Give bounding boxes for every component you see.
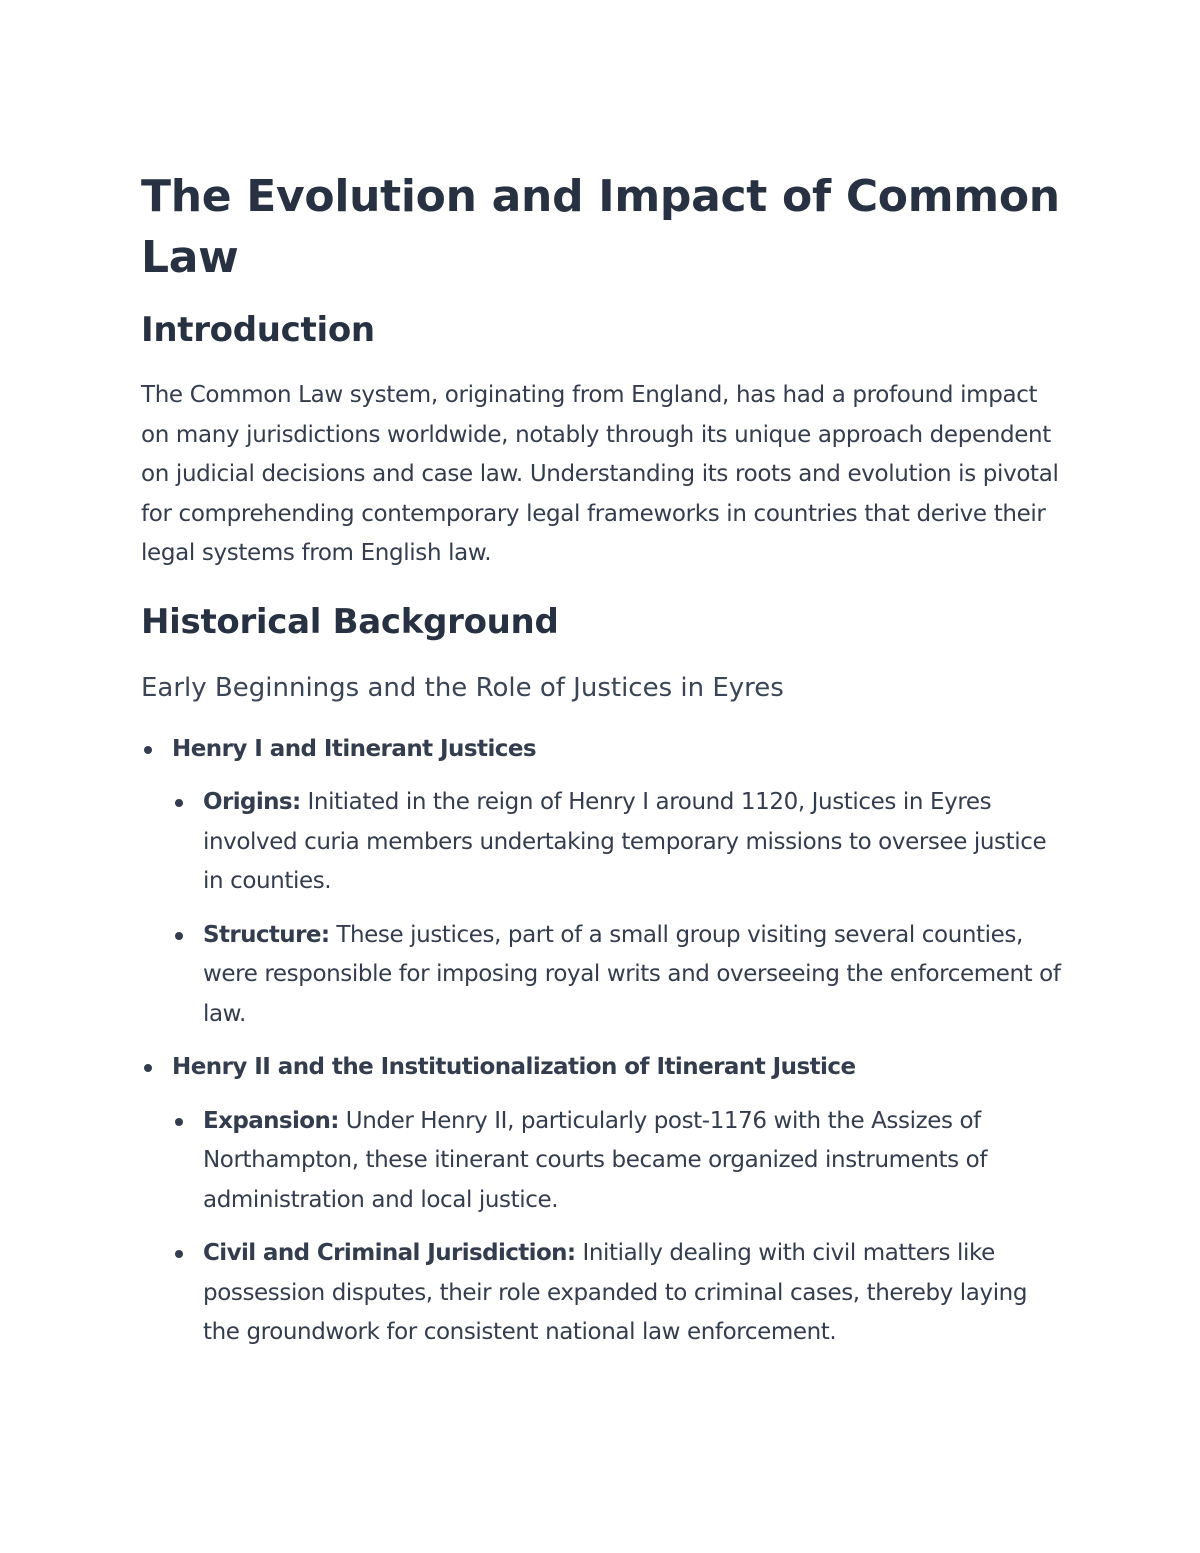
list-item-heading — [172, 730, 1066, 770]
historical-heading: Historical Background — [141, 601, 559, 642]
sub-list-item — [172, 1102, 1066, 1221]
justices-list — [141, 730, 1066, 1353]
intro-heading: Introduction — [141, 310, 375, 350]
sub-item-term: Structure: — [203, 921, 330, 948]
intro-paragraph: The Common Law system, originating from England, has had a profound impact on many jurisdictions worldwide, notably through its unique approach dependent on judicial decisions and case law. Understanding its roots and evolution is pivotal for comprehending contemporary legal frameworks in countries that derive their legal systems from English law. — [141, 382, 1059, 566]
bullet-icon — [175, 932, 183, 940]
list-item-label: Henry II and the Institutionalization of Itinerant Justice — [172, 1054, 856, 1080]
sub-list — [172, 783, 1066, 1034]
early-beginnings-subheading: Early Beginnings and the Role of Justices in Eyres — [141, 672, 784, 703]
sub-item-term: Civil and Criminal Jurisdiction: — [203, 1240, 576, 1266]
sub-list-item — [172, 1234, 1066, 1353]
document-page — [141, 166, 1066, 1353]
sub-list-item — [172, 783, 1066, 902]
sub-list-item — [172, 916, 1066, 1035]
sub-item-text: Initially dealing with civil matters like possession disputes, their role expanded to criminal cases, thereby laying the groundwork for consistent national law enforcement. — [203, 1240, 1028, 1345]
sub-item-term: Expansion: — [203, 1107, 339, 1134]
sub-item-term: Origins: — [203, 789, 301, 815]
bullet-icon — [175, 1118, 183, 1126]
sub-list — [172, 1102, 1066, 1353]
list-item — [141, 1048, 1066, 1353]
bullet-icon — [175, 1250, 183, 1258]
bullet-icon — [144, 746, 152, 754]
list-item — [141, 730, 1066, 1035]
sub-item-text: These justices, part of a small group visiting several counties, were responsible for imposing royal writs and overseeing the enforcement of law. — [203, 921, 1061, 1027]
list-item-heading — [172, 1048, 1066, 1088]
document-title: The Evolution and Impact of Common Law — [141, 171, 1060, 283]
sub-item-text: Under Henry II, particularly post-1176 with the Assizes of Northampton, these itinerant courts became organized instruments of administration and local justice. — [203, 1107, 988, 1213]
list-item-label: Henry I and Itinerant Justices — [172, 735, 537, 762]
bullet-icon — [144, 1064, 152, 1072]
bullet-icon — [175, 799, 183, 807]
sub-item-text: Initiated in the reign of Henry I around 1120, Justices in Eyres involved curia members undertaking temporary missions to oversee justice in counties. — [203, 789, 1047, 894]
